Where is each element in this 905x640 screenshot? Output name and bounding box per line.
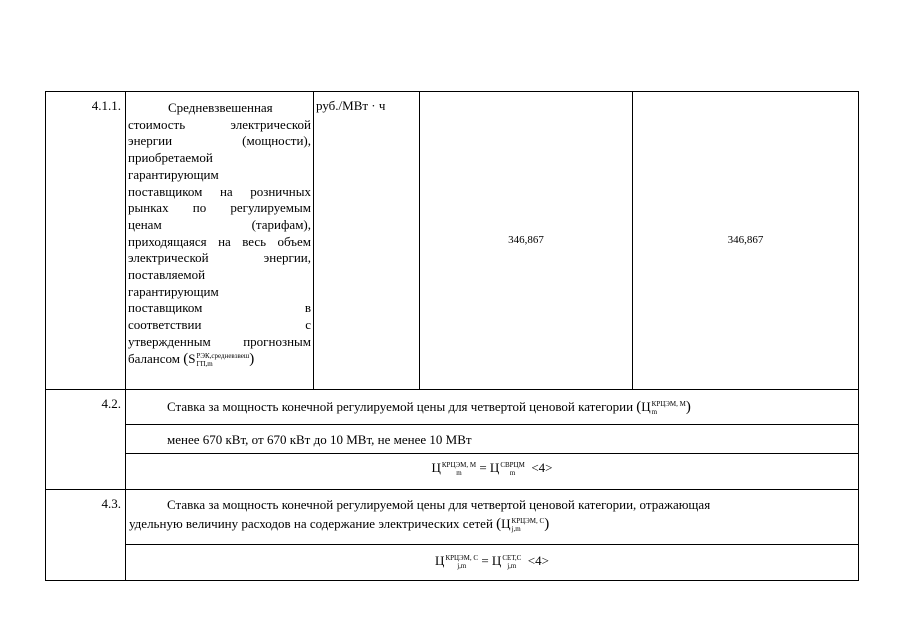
formula-43 <box>126 553 858 570</box>
formula-rhs: Ц <box>491 553 502 568</box>
row-number-411: 4.1.1. <box>91 98 121 113</box>
symbol-c: Ц <box>501 516 511 531</box>
row-description-411 <box>128 100 311 368</box>
desc-line: приобретаемой <box>128 150 213 166</box>
row-divider-411 <box>45 389 859 390</box>
formula-ref: <4> <box>527 553 549 568</box>
desc-line: электрической энергии, <box>128 250 311 266</box>
formula-rhs-indices <box>502 554 521 570</box>
formula-ref: <4> <box>531 460 553 475</box>
formula-lhs: Ц <box>431 460 441 475</box>
desc-line: ценам (тарифам), <box>128 216 311 232</box>
formula-42 <box>126 460 858 477</box>
row-number-42: 4.2. <box>101 396 121 411</box>
symbol-indices <box>652 400 686 416</box>
desc-line: энергии (мощности), <box>128 133 311 149</box>
symbol-indices <box>512 517 545 533</box>
desc-line: Средневзвешенная <box>168 100 273 115</box>
symbol-sup: КРЦЭМ, М <box>651 400 686 409</box>
formula-rhs-sub: m <box>509 469 516 478</box>
row-number-43: 4.3. <box>101 496 121 511</box>
desc-line: поставляемой <box>128 267 206 283</box>
symbol-sub: ГП,m <box>196 359 213 368</box>
desc-line: утвержденным прогнозным <box>128 333 311 349</box>
formula-lhs-sub: j,m <box>457 562 467 571</box>
desc-line: гарантирующим <box>128 166 219 182</box>
desc-line: гарантирующим <box>128 283 219 299</box>
formula-rhs-sup: СВРЦМ <box>500 461 525 470</box>
formula-rhs-indices <box>500 461 525 477</box>
formula-lhs-sup: КРЦЭМ, С <box>445 554 479 563</box>
desc-line-text: балансом <box>128 350 180 366</box>
symbol-sub: j,m <box>511 525 521 534</box>
row-title-43-line2 <box>129 516 549 533</box>
col-divider-number <box>125 91 126 581</box>
symbol-indices <box>196 352 249 368</box>
value-cell-411-2: 346,867 <box>727 234 764 246</box>
symbol-sup: РЭК,средневзвеш <box>196 351 250 360</box>
symbol-c: Ц <box>641 399 651 414</box>
desc-line: стоимость электрической <box>128 116 311 132</box>
formula-lhs-indices <box>445 554 478 570</box>
formula-lhs-indices <box>442 461 476 477</box>
row-title-text: Ставка за мощность конечной регулируемой цены для четвертой ценовой категории <box>167 399 634 414</box>
row-subtitle-42: менее 670 кВт, от 670 кВт до 10 МВт, не менее 10 МВт <box>167 432 472 447</box>
desc-line: рынках по регулируемым <box>128 200 311 216</box>
row-title-42 <box>167 399 691 416</box>
desc-line: поставщиком в <box>128 300 311 316</box>
desc-line: приходящаяся на весь объем <box>128 233 311 249</box>
row-divider-42b <box>125 453 859 454</box>
value-cell-411-1: 346,867 <box>508 234 544 246</box>
unit-cell-411: руб./МВт · ч <box>316 98 386 113</box>
row-title-text: удельную величину расходов на содержание электрических сетей <box>129 516 493 531</box>
formula-rhs-sub: j,m <box>507 562 517 571</box>
symbol-close-paren: ) <box>544 516 550 532</box>
table-border-top <box>45 91 859 92</box>
formula-rhs: Ц <box>489 460 500 475</box>
symbol-open-paren: ( <box>496 516 502 532</box>
formula-lhs-sup: КРЦЭМ, М <box>441 461 477 470</box>
table-border-right <box>858 91 859 581</box>
formula-lhs-sub: m <box>456 469 462 478</box>
symbol-open-paren: ( <box>183 350 189 367</box>
symbol-sub: m <box>651 408 658 417</box>
row-divider-43a <box>125 544 859 545</box>
symbol-close-paren: ) <box>685 399 691 415</box>
col-divider-desc <box>313 91 314 389</box>
row-divider-42 <box>45 489 859 490</box>
table-border-left <box>45 91 46 581</box>
tariff-table <box>45 91 859 581</box>
row-title-43-line1: Ставка за мощность конечной регулируемой цены для четвертой ценовой категории, отражающая <box>167 497 711 512</box>
formula-eq: = <box>479 460 487 475</box>
formula-rhs-sup: СЕТ,С <box>502 554 522 563</box>
row-divider-42a <box>125 424 859 425</box>
formula-eq: = <box>481 553 489 568</box>
desc-line: соответствии с <box>128 317 311 333</box>
desc-line: поставщиком на розничных <box>128 183 311 199</box>
symbol-s: S <box>188 350 196 366</box>
formula-lhs: Ц <box>435 553 445 568</box>
symbol-close-paren: ) <box>249 350 255 367</box>
desc-line-last <box>128 351 311 368</box>
table-border-bottom <box>45 580 859 581</box>
symbol-sup: КРЦЭМ, С <box>511 517 545 526</box>
symbol-open-paren: ( <box>636 399 642 415</box>
